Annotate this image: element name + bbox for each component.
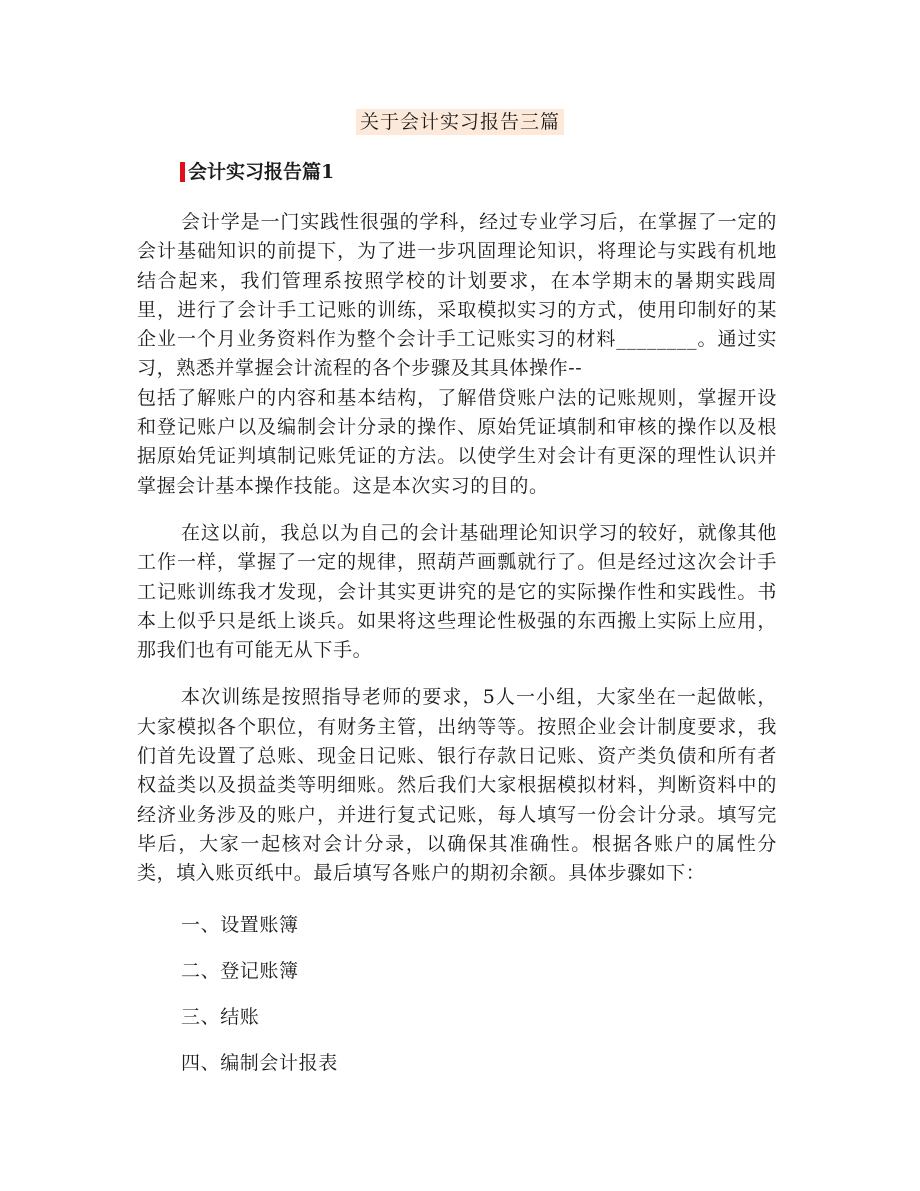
paragraph-3: 本次训练是按照指导老师的要求，5人一小组，大家坐在一起做帐，大家模拟各个职位，有财务主管，出纳等等。按照企业会计制度要求，我们首先设置了总账、现金日记账、银行存款日记账、资产类负债和所有者权益类以及损益类等明细账。然后我们大家根据模拟材料，判断资料中的经济业务涉及的账户，并进行复式记账，每人填写一份会计分录。填写完毕后，大家一起核对会计分录，以确保其准确性。根据各账户的属性分类，填入账页纸中。最后填写各账户的期初余额。具体步骤如下： bbox=[137, 686, 777, 885]
heading-marker-icon bbox=[180, 162, 185, 182]
section-heading bbox=[180, 156, 334, 188]
document-title-text: 关于会计实习报告三篇 bbox=[356, 109, 564, 135]
paragraph-1-continued: 包括了解账户的内容和基本结构，了解借贷账户法的记账规则，掌握开设和登记账户以及编制会计分录的操作、原始凭证填制和审核的操作以及根据原始凭证判填制记账凭证的方法。以使学生对会计有更深的理性认识并掌握会计基本操作技能。这是本次实习的目的。 bbox=[137, 386, 777, 497]
document-title bbox=[0, 106, 920, 138]
paragraph-2: 在这以前，我总以为自己的会计基础理论知识学习的较好，就像其他工作一样，掌握了一定的规律，照葫芦画瓢就行了。但是经过这次会计手工记账训练我才发现，会计其实更讲究的是它的实际操作性和实践性。书本上似乎只是纸上谈兵。如果将这些理论性极强的东西搬上实际上应用，那我们也有可能无从下手。 bbox=[137, 521, 777, 662]
step-item: 一、设置账簿 bbox=[181, 913, 299, 936]
document-body bbox=[137, 208, 777, 1095]
step-item: 二、登记账簿 bbox=[181, 959, 299, 982]
paragraph-1: 会计学是一门实践性很强的学科，经过专业学习后，在掌握了一定的会计基础知识的前提下，为了进一步巩固理论知识，将理论与实践有机地结合起来，我们管理系按照学校的计划要求，在本学期末的暑期实践周里，进行了会计手工记账的训练，采取模拟实习的方式，使用印制好的某企业一个月业务资料作为整个会计手工记账实习的材料________。通过实习，熟悉并掌握会计流程的各个步骤及其具体操作-- bbox=[137, 211, 777, 380]
step-item: 三、结账 bbox=[181, 1005, 260, 1028]
section-heading-text: 会计实习报告篇1 bbox=[188, 161, 335, 183]
step-item: 四、编制会计报表 bbox=[181, 1051, 338, 1074]
